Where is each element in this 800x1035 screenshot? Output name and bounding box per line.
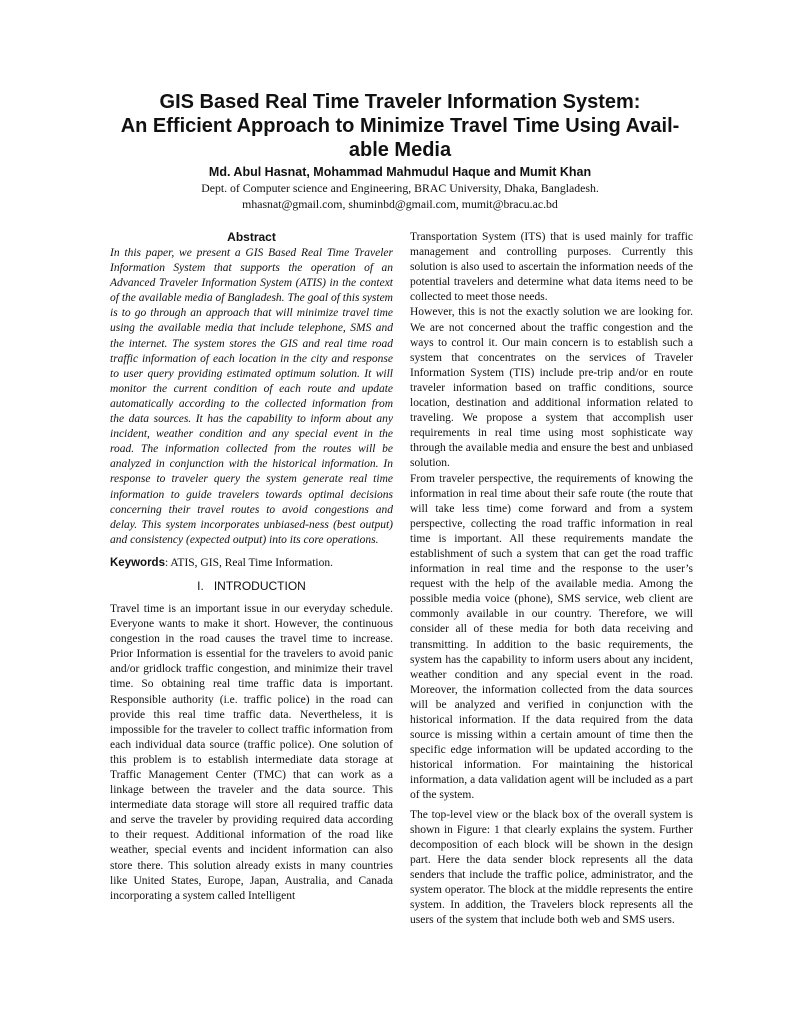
title-line-2: An Efficient Approach to Minimize Travel Time Using Avail- — [120, 115, 680, 137]
intro-paragraph-2: However, this is not the exactly solution we are looking for. We are not concerned about the traffic congestion and the ways to control it. Our main concern is to establish such a system that concentrates on the services of Traveler Information System (TIS) include pre-trip and/or en route traveler information based on traffic conditions, source location, destination and additional information related to traveling. We propose a system that accomplish user requirements in real time using most sophisticate way through the available media and ensure the best and unbiased solution. — [410, 306, 693, 470]
intro-paragraph-1-continued: Transportation System (ITS) that is used mainly for traffic management and controlling purposes. Currently this solution is also used to ascertain the information needs of the potential travelers and determine what data items need to be collected to meet those needs. — [410, 231, 693, 304]
keywords — [110, 556, 393, 571]
intro-paragraph-3: From traveler perspective, the requirements of knowing the information in real time about their safe route (the route that will take less time) come forward and from a system perspective, collecting the road traffic information in real time is important. All these requirements mandate the establishment of such a system that can get the road traffic information in real time and the response to the user’s request with the help of the available media. Among the possible media voice (phone), SMS service, web client are commonly available in our country. Therefore, we will consider all of these media for both data receiving and transmitting. In addition to the basic requirements, the system has the capability to inform users about any incident, weather condition and any special event in the road. Moreover, the information collected from the data sources will be analyzed and verified in conjunction with the historical information. If the data required from the data source is missing within a certain amount of time then the specific edge information will be updated according to the historical information. For maintaining the historical information, a data validation agent will be included as a part of the system. — [410, 472, 693, 802]
paper-title — [60, 90, 740, 162]
intro-paragraph-1: Travel time is an important issue in our everyday schedule. Everyone wants to make it short. However, the continuous congestion in the road causes the travel time to increase. Prior Information is essential for the travelers to avoid panic and/or gridlock traffic congestion, and minimize their travel time. So obtaining real time traffic data is important. Responsible authority (i.e. traffic police) in the road can provide this real time traffic data. Nevertheless, it is impossible for the traveler to collect traffic information from each individual data source (traffic police). One solution of this problem is to establish intermediate data storage at Traffic Management Center (TMC) that can work as a linkage between the traveler and the data source. This intermediate data storage will store all required traffic data and serve the traveler by providing required data according to their request. Additional information of the road like weather, special events and incident information can also store there. This solution already exists in many countries like United States, Europe, Japan, Australia, and Canada incorporating a system called Intelligent — [110, 602, 393, 902]
section-title: INTRODUCTION — [213, 578, 306, 593]
section-heading-introduction — [110, 579, 393, 594]
section-number: I. — [197, 578, 204, 593]
abstract-heading: Abstract — [227, 230, 276, 244]
author-list: Md. Abul Hasnat, Mohammad Mahmudul Haque and Mumit Khan — [208, 165, 592, 179]
title-line-1: GIS Based Real Time Traveler Information System: — [159, 91, 641, 113]
intro-paragraph-4: The top-level view or the black box of the overall system is shown in Figure: 1 that clearly explains the system. Further decomposition of each block will be shown in the design part. Here the data sender block represents all the data senders that include the traffic police, administrator, and the system operator. The block at the middle represents the entire system. In addition, the Travelers block represents all the users of the system that include both web and SMS users. — [410, 808, 693, 927]
right-column — [410, 230, 693, 928]
left-column — [110, 230, 393, 904]
keywords-text: : ATIS, GIS, Real Time Information. — [164, 556, 333, 569]
author-emails: mhasnat@gmail.com, shuminbd@gmail.com, mumit@bracu.ac.bd — [242, 197, 558, 211]
keywords-label: Keywords — [110, 556, 165, 569]
abstract-text: In this paper, we present a GIS Based Real Time Traveler Information System that supports the operation of an Advanced Traveler Information System (ATIS) in the context of the available media of Bangladesh. The goal of this system is to go through an approach that will minimize travel time using the available media that include telephone, SMS and the internet. The system stores the GIS and real time road traffic information of each location in the city and response to user query providing estimated optimum solution. It will monitor the current condition of each route and update automatically according to the collected information from the data sources. It has the capability to inform about any incident, weather condition and any special event in the road. The information collected from the routes will be analyzed in conjunction with the historical information. In response to traveler query the system generate real time information to guide travelers towards optimal decisions concerning their travel routes to avoid congestions and delay. This system incorporates unbiased-ness (best output) and consistency (expected output) into its core operations. — [110, 247, 393, 546]
affiliation: Dept. of Computer science and Engineering, BRAC University, Dhaka, Bangladesh. — [201, 181, 599, 195]
title-line-3: able Media — [348, 139, 452, 161]
